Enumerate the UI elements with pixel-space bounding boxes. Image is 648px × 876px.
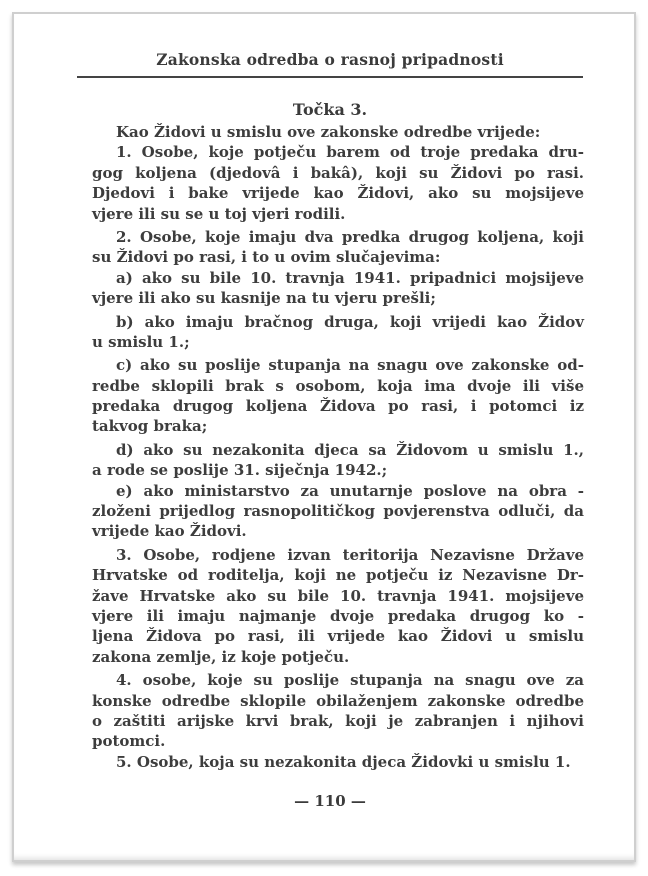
text-line: d) ako su nezakonita djeca sa Židovom u smislu 1., — [116, 440, 584, 459]
text-line: zakona zemlje, iz koje potječu. — [92, 647, 350, 666]
header-rule — [77, 76, 583, 78]
text-line: a) ako su bile 10. travnja 1941. pripadnici mojsijeve — [116, 268, 584, 287]
paragraph-point-2a — [92, 268, 584, 309]
paragraph-intro — [92, 122, 584, 142]
text-line: Djedovi i bake vrijede kao Židovi, ako su mojsijeve — [92, 184, 584, 203]
text-line: 2. Osobe, koje imaju dva predka drugog koljena, koji — [116, 227, 584, 246]
text-line: o zaštiti arijske krvi brak, koji je zabranjen i njihovi — [92, 711, 584, 730]
text-line: a rode se poslije 31. siječnja 1942.; — [92, 461, 388, 480]
paragraph-point-2d — [92, 440, 584, 481]
text-line: 4. osobe, koje su poslije stupanja na snagu ove za — [116, 671, 584, 690]
text-line: su Židovi po rasi, i to u ovim slučajevima: — [92, 248, 441, 267]
paragraph-point-4 — [92, 670, 584, 752]
text-line: predaka drugog koljena Židova po rasi, i potomci iz — [92, 397, 584, 416]
text-line: c) ako su poslije stupanja na snagu ove zakonske od- — [116, 356, 584, 375]
page-number: — 110 — — [294, 792, 366, 810]
text-line: u smislu 1.; — [92, 332, 190, 351]
text-line: redbe sklopili brak s osobom, koja ima dvoje ili više — [92, 376, 584, 395]
paragraph-point-2b — [92, 312, 584, 353]
paragraph-point-3 — [92, 545, 584, 667]
text-line: ljena Židova po rasi, ili vrijede kao Židovi u smislu — [92, 627, 584, 646]
paragraph-point-2e — [92, 481, 584, 542]
text-line: b) ako imaju bračnog druga, koji vrijedi kao Židov — [116, 312, 584, 331]
text-line: vjere ili ako su kasnije na tu vjeru prešli; — [92, 289, 436, 308]
text-line: Hrvatske od roditelja, koji ne potječu iz Nezavisne Dr- — [92, 566, 584, 585]
text-line: zloženi prijedlog rasnopolitičkog povjerenstva odluči, da — [92, 502, 584, 521]
paragraph-point-2c — [92, 355, 584, 437]
paragraph-point-5 — [92, 752, 584, 772]
text-line: vjere ili su se u toj vjeri rodili. — [92, 204, 346, 223]
running-head: Zakonska odredba o rasnoj pripadnosti — [156, 50, 504, 69]
text-line: konske odredbe sklopile obilaženjem zakonske odredbe — [92, 691, 584, 710]
section-title: Točka 3. — [292, 100, 368, 119]
text-line: Kao Židovi u smislu ove zakonske odredbe vrijede: — [116, 123, 541, 141]
text-line: 1. Osobe, koje potječu barem od troje predaka dru- — [116, 143, 584, 162]
text-line: žave Hrvatske ako su bile 10. travnja 1941. mojsijeve — [92, 586, 584, 605]
body-text — [92, 122, 584, 772]
text-line: vjere ili imaju najmanje dvoje predaka drugog ko - — [92, 606, 584, 625]
text-line: potomci. — [92, 732, 166, 751]
text-line: 5. Osobe, koja su nezakonita djeca Židovki u smislu 1. — [116, 752, 571, 771]
text-line: 3. Osobe, rodjene izvan teritorija Nezavisne Države — [116, 545, 584, 564]
text-line: takvog braka; — [92, 417, 208, 436]
text-line: e) ako ministarstvo za unutarnje poslove na obra - — [116, 481, 584, 500]
text-line: gog koljena (djedovâ i bakâ), koji su Židovi po rasi. — [92, 163, 584, 182]
paragraph-point-1 — [92, 142, 584, 224]
paragraph-point-2 — [92, 227, 584, 268]
text-line: vrijede kao Židovi. — [92, 522, 247, 541]
